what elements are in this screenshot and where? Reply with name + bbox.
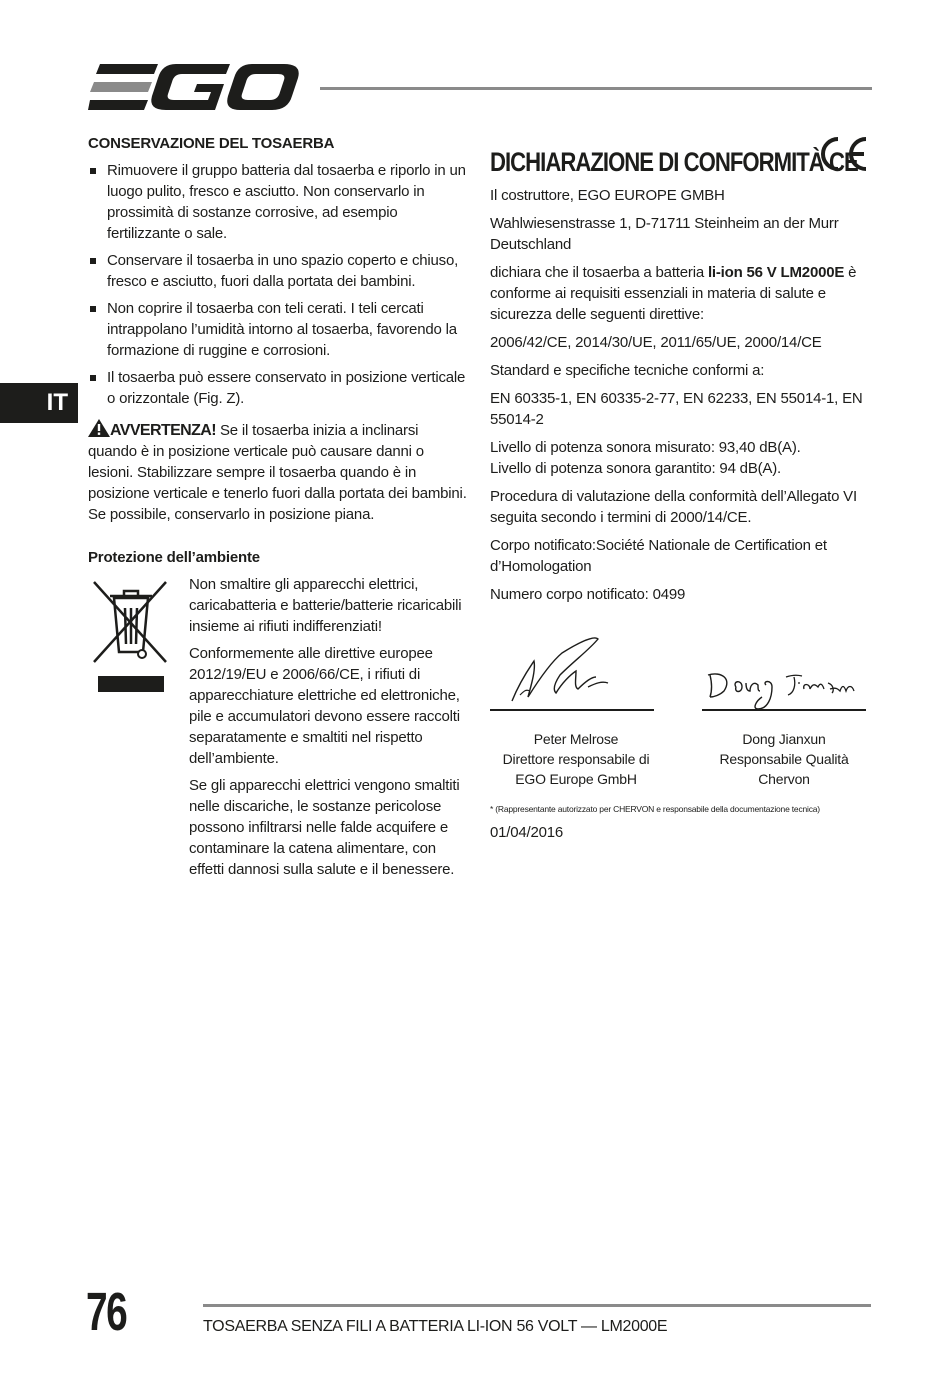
crossed-out-bin-icon (92, 580, 170, 692)
product-name: li-ion 56 V LM2000E (707, 264, 845, 281)
warning-label: AVVERTENZA! (110, 422, 216, 439)
environment-paragraph: Conformemente alle direttive europee 2012/19/EU e 2006/66/CE, i rifiuti di apparecchiature elettriche ed elettroniche, pile e accumulatori devono essere raccolti separatamente e smaltiti nel rispetto dell’ambiente. (189, 645, 460, 767)
warning-paragraph (88, 419, 468, 525)
declaration-suffix: è conforme ai requisiti essenziali in materia di salute e sicurezza delle seguenti direttive: (490, 264, 857, 323)
list-item: Il tosaerba può essere conservato in posizione verticale o orizzontale (Fig. Z). (88, 367, 468, 409)
signatory-company: EGO Europe GmbH (515, 771, 637, 787)
declaration-statement (490, 262, 875, 325)
sound-measured: Livello di potenza sonora misurato: 93,40 dB(A). (490, 439, 801, 456)
declaration-title: DICHIARAZIONE DI CONFORMITÀ CE (490, 147, 858, 177)
declaration-title-row (490, 133, 875, 185)
list-item: Non coprire il tosaerba con teli cerati. I teli cercati intrappolano l’umidità intorno al tosaerba, favorendo la formazione di ruggine e corrosioni. (88, 298, 468, 361)
environment-text (189, 574, 468, 880)
footer-rule (203, 1304, 871, 1307)
signatory-caption-melrose (490, 729, 662, 789)
sound-guaranteed: Livello di potenza sonora garantito: 94 dB(A). (490, 460, 781, 477)
signatory-role: Direttore responsabile di (502, 751, 650, 767)
signatory-name: Dong Jianxun (742, 731, 826, 747)
ce-mark-icon (814, 133, 870, 175)
warning-text: Se il tosaerba inizia a inclinarsi quando è in posizione verticale può causare danni o lesioni. Stabilizzare sempre il tosaerba quando è in posizione verticale e tenerlo fuori dalla portata dei bambini. Se possibile, conservarlo in posizione piana. (88, 422, 467, 523)
standards-intro: Standard e specifiche tecniche conformi a: (490, 362, 765, 379)
standards-list: EN 60335-1, EN 60335-2-77, EN 62233, EN 55014-1, EN 55014-2 (490, 390, 863, 428)
address: Wahlwiesenstrasse 1, D-71711 Steinheim an der Murr Deutschland (490, 215, 839, 253)
storage-heading: CONSERVAZIONE DEL TOSAERBA (88, 135, 335, 152)
warning-triangle-icon (88, 419, 110, 437)
notified-body: Corpo notificato:Société Nationale de Certification et d’Homologation (490, 537, 827, 575)
sound-levels (490, 437, 875, 479)
list-item: Rimuovere il gruppo batteria dal tosaerba e riporlo in un luogo pulito, fresco e asciutto. Non conservarlo in prossimità di sostanze corrosive, ad esempio fertilizzante o sale. (88, 160, 468, 244)
ego-logo (88, 62, 300, 114)
right-column (490, 133, 875, 850)
signature-line (702, 709, 866, 711)
header-rule (320, 87, 872, 90)
signature-line (490, 709, 654, 711)
signatory-role: Responsabile Qualità Chervon (719, 751, 849, 787)
declaration-prefix: dichiara che il tosaerba a batteria (490, 264, 708, 281)
signature-melrose (490, 631, 654, 721)
environment-section (88, 574, 468, 880)
list-item: Conservare il tosaerba in uno spazio coperto e chiuso, fresco e asciutto, fuori dalla portata dei bambini. (88, 250, 468, 292)
environment-paragraph: Non smaltire gli apparecchi elettrici, caricabatteria e batterie/batterie ricaricabili insieme ai rifiuti indifferenziati! (189, 576, 462, 635)
page-number: 76 (86, 1282, 127, 1342)
storage-bullets (88, 160, 468, 409)
signature-dong (702, 631, 866, 721)
language-tab: IT (0, 383, 78, 423)
notified-body-number: Numero corpo notificato: 0499 (490, 586, 686, 603)
footer-title: TOSAERBA SENZA FILI A BATTERIA LI-ION 56 VOLT — LM2000E (203, 1318, 668, 1335)
declaration-date: 01/04/2016 (490, 824, 564, 841)
signature-block (490, 631, 875, 821)
directives: 2006/42/CE, 2014/30/UE, 2011/65/UE, 2000/14/CE (490, 334, 822, 351)
environment-paragraph: Se gli apparecchi elettrici vengono smaltiti nelle discariche, le sostanze pericolose possono infiltrarsi nelle falde acquifere e contaminare la catena alimentare, con effetti dannosi sulla salute e il benessere. (189, 777, 460, 878)
signatory-name: Peter Melrose (533, 731, 619, 747)
left-column (88, 133, 468, 886)
manufacturer: Il costruttore, EGO EUROPE GMBH (490, 187, 725, 204)
environment-heading: Protezione dell’ambiente (88, 549, 260, 566)
handwritten-signature-melrose (490, 631, 654, 711)
signatory-caption-dong (698, 729, 870, 789)
footnote: * (Rappresentante autorizzato per CHERVON e responsabile della documentazione tecnica) (490, 804, 820, 814)
assessment-procedure: Procedura di valutazione della conformità dell’Allegato VI seguita secondo i termini di 2000/14/CE. (490, 488, 857, 526)
handwritten-signature-dong (702, 631, 866, 711)
